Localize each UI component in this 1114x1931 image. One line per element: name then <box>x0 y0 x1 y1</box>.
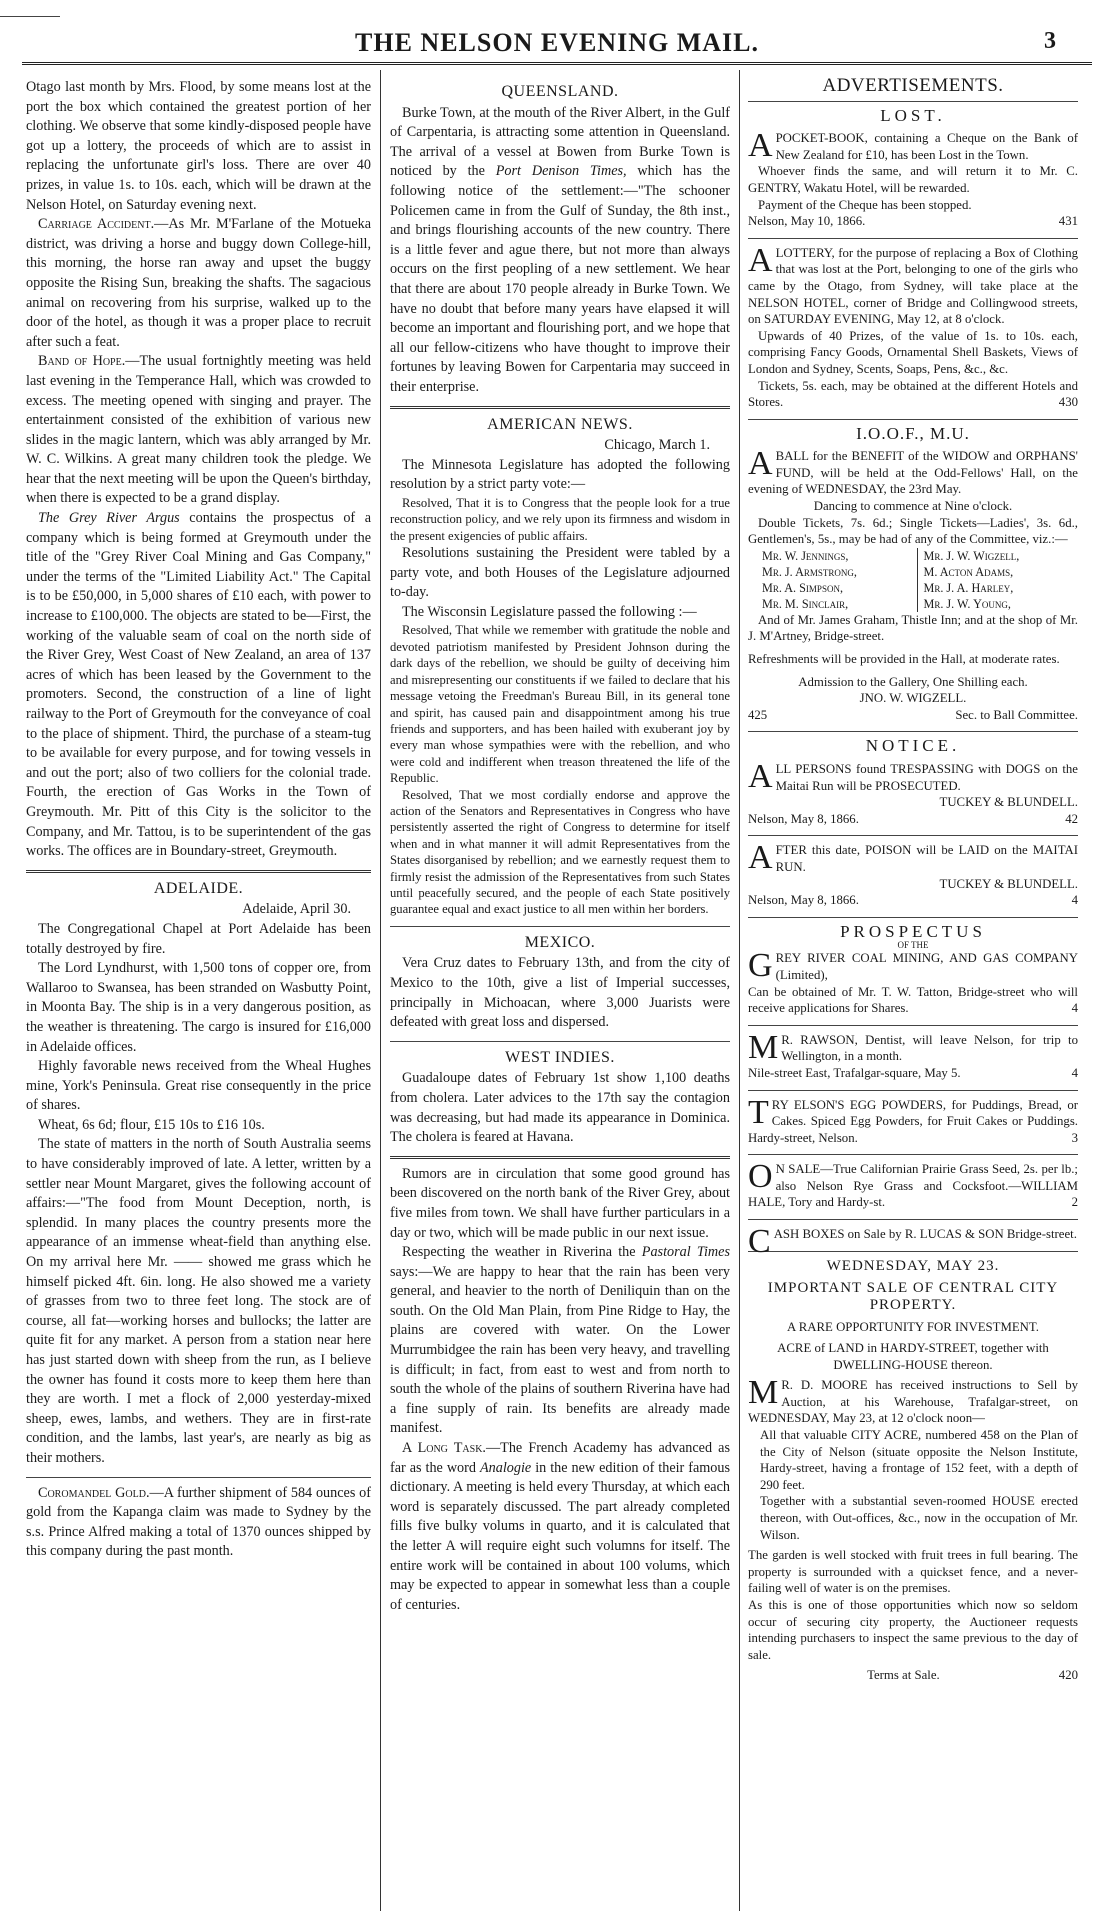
section-rule <box>26 1477 371 1478</box>
section-heading: AMERICAN NEWS. <box>487 415 633 433</box>
publication-name: Pastoral Times <box>641 1244 730 1261</box>
resolution-text: Resolved, That while we remember with gratitude the noble and devoted patriotism manifested by President Johnson during the dark days of the rebellion, we should be guilty of deceiving him and misrepresenting our constituents if we failed to declare that his message vetoing the Freedman's Bureau Bill, in its general tone and spirit, has caused pain and disappointment among his true friends and supporters, and has been hailed with exuberant joy by every man whose sympathies were with the rebellion, and who were cold and indifferent when treason threatened the life of the Republic. <box>390 623 730 786</box>
ad-signature: TUCKEY & BLUNDELL. <box>939 876 1078 891</box>
ad-paragraph: Double Tickets, 7s. 6d.; Single Tickets—Ladies', 3s. 6d., Gentlemen's, 5s., may be had of any of the Committee, viz.:— <box>748 515 1078 547</box>
committee-member: Mr. W. Jennings, <box>762 548 849 563</box>
ad-paragraph <box>748 1374 1078 1427</box>
article-paragraph: Otago last month by Mrs. Flood, by some means lost at the port the box which contained the greatest portion of her clothing. We observe that some kindly-disposed people have got up a lottery, the proceeds of which are to assist in replacing the unfortunate girl's loss. There are over 40 prizes, in value 1s. to 10s. each, which will be drawn at the Nelson Hotel, on Saturday evening next. <box>26 79 371 213</box>
ad-paragraph: All that valuable CITY ACRE, numbered 458 on the Plan of the City of Nelson (situate opposite the Nelson Institute, Hardy-street, having a frontage of 152 feet, with a depth of 290 feet. <box>760 1428 1078 1492</box>
article-text: contains the prospectus of a company which is being formed at Greymouth under the title of the "Grey River Coal Mining and Gas Company," under the terms of the "Limited Liability Act." The Capital is to be £50,000, in 5,000 shares of £10 each, with power to increase to £100,000. The objects are stated to be—First, the working of the valuable seam of coal on the north side of the River Grey, West Coast of New Zealand, an area of 137 acres of which has been leased by the Government to the promoters. Second, the construction of a line of light railway to the Port of Greymouth for the conveyance of coal to the place of shipment. Third, the purchase of a steam-tug to be available for every purpose, and for towing vessels in and out the port; also of two colliers for the colonial trade. Fourth, the erection of Gas Works in the Town of Greymouth. Mr. Pitt of this City is the solicitor to the Company, and Mr. Tattou, is to be superintendent of the gas works. The offices are in Boundary-street, Greymouth. <box>26 510 372 860</box>
ad-number: 4 <box>1071 1065 1078 1080</box>
word-emphasis: Analogie <box>479 1459 532 1476</box>
article-paragraph: The Congregational Chapel at Port Adelaide has been totally destroyed by fire. <box>26 920 371 957</box>
section-rule <box>748 238 1078 239</box>
resolution-text: Resolved, That we most cordially endorse and approve the action of the Senators and Representatives in Congress who have persistently asserted the right of Congress to determine for itself when and in what manner it will admit Representatives from the States disorganised by rebellion; and we earnestly request them to firmly resist the admission of the Representatives from such States until peacefully secured, and the people of each State positively guarantee equal and exact justice to all men within her borders. <box>390 787 730 917</box>
section-rule <box>748 835 1078 836</box>
article-lead: Band of Hope. <box>38 353 126 370</box>
section-rule <box>748 1251 1078 1252</box>
ad-text: Terms at Sale. <box>867 1668 940 1683</box>
ad-meta <box>748 213 1078 230</box>
ad-number: 420 <box>1058 1668 1078 1683</box>
ad-date: Nelson, May 10, 1866. <box>748 214 866 229</box>
article-text: in the new edition of their famous dictionary. A meeting is held every Thursday, at which each word is separately discussed. The part already completed fills five bulky volums in quarto, and it is calculated that the letter A will require eight such volumns for itself. The entire work will be contained in about 100 volums, which may be expected to appear in somewhat less than a couple of centuries. <box>390 1459 731 1613</box>
ad-paragraph: The garden is well stocked with fruit trees in full bearing. The property is surrounded with a quickset fence, and a never-failing well of water is on the premises. <box>748 1548 1078 1596</box>
ad-number: 4 <box>1071 893 1078 908</box>
section-heading: WEST INDIES. <box>505 1048 615 1066</box>
committee-member: Mr. A. Simpson, <box>762 580 843 595</box>
advertisements-heading: ADVERTISEMENTS. <box>822 75 1004 96</box>
ad-paragraph <box>748 1065 1078 1082</box>
column-divider <box>739 70 740 1911</box>
article-text: —The French Academy has advanced as far as the word <box>390 1440 730 1476</box>
ad-meta <box>748 811 1078 828</box>
article-paragraph <box>26 352 371 509</box>
drop-cap: A <box>748 758 773 795</box>
section-heading: MEXICO. <box>524 933 596 951</box>
ad-signature: JNO. W. WIGZELL. <box>859 691 967 706</box>
column-3-advertisements <box>748 75 1078 1684</box>
ad-number: 2 <box>1071 1195 1078 1210</box>
drop-cap: T <box>748 1093 769 1131</box>
article-text: Burke Town, at the mouth of the River Albert, in the Gulf of Carpentaria, is attracting some attention in Queensland. The arrival of a vessel at Bowen from Burke Town is noticed by the <box>390 104 730 180</box>
ad-paragraph: Together with a substantial seven-roomed HOUSE erected thereon, with Out-offices, &c., now in the occupation of Mr. Wilson. <box>760 1494 1078 1542</box>
section-rule <box>748 1090 1078 1091</box>
ad-paragraph <box>748 1093 1078 1147</box>
ad-date: Nelson, May 8, 1866. <box>748 893 859 908</box>
ad-heading: LOST. <box>880 105 946 125</box>
article-paragraph: Rumors are in circulation that some good ground has been discovered on the north bank of the River Grey, about five miles from town. We shall have further particulars in a day or two, which will be made public in our next issue. <box>390 1165 730 1241</box>
article-lead: Coromandel Gold. <box>38 1484 150 1501</box>
committee-member: Mr. J. W. Young, <box>923 596 1011 611</box>
ad-paragraph <box>748 1223 1078 1261</box>
section-rule <box>26 870 371 873</box>
dateline: Chicago, March 1. <box>604 437 710 454</box>
ad-paragraph: Whoever finds the same, and will return it to Mr. C. GENTRY, Wakatu Hotel, will be rewarded. <box>748 164 1078 195</box>
drop-cap: A <box>748 839 773 877</box>
drop-cap: M <box>748 1374 779 1412</box>
ad-paragraph: Dancing to commence at Nine o'clock. <box>813 499 1013 514</box>
article-paragraph: Highly favorable news received from the Wheal Hughes mine, York's Peninsula. Great rise consequently in the price of shares. <box>26 1058 371 1114</box>
section-heading: QUEENSLAND. <box>501 83 619 100</box>
article-text: Respecting the weather in Riverina the <box>402 1244 636 1261</box>
article-text: —As Mr. M'Farlane of the Motueka district, was driving a horse and buggy down College-hill, this morning, the horse ran away and upset the buggy opposite the Rising Sun, breaking the shafts. The sagacious animal on recovering from his surprise, walked up to the door of the hotel, as though it was a proper place to recruit after such a feat. <box>26 216 372 350</box>
ad-subheading: OF THE <box>897 940 929 951</box>
ad-heading: I.O.O.F., M.U. <box>856 423 970 443</box>
article-paragraph: The Wisconsin Legislature passed the following :— <box>402 603 697 620</box>
ad-text: ASH BOXES on Sale by R. LUCAS & SON Bridge-street. <box>773 1227 1077 1242</box>
section-heading: ADELAIDE. <box>153 879 244 897</box>
section-rule <box>390 406 730 409</box>
drop-cap: O <box>748 1158 773 1196</box>
ad-text: LOTTERY, for the purpose of replacing a Box of Clothing that was lost at the Port, belonging to one of the girls who came by the Otago, from Sydney, will take place at the NELSON HOTEL, corner of Bridge and Collingwood streets, on SATURDAY EVENING, May 12, at 8 o'clock. <box>748 245 1078 327</box>
drop-cap: G <box>748 947 773 985</box>
ad-subheading: ACRE of LAND in HARDY-STREET, together with DWELLING-HOUSE thereon. <box>777 1341 1049 1372</box>
committee-right <box>924 548 1079 612</box>
article-paragraph: Wheat, 6s 6d; flour, £15 10s to £16 10s. <box>38 1116 265 1133</box>
article-text: says:—We are happy to hear that the rain has been very general, and heavier to the north of Deniliquin than on the south. On the Old Man Plain, from Pine Ridge to Hay, the plains are covered with water. On the Lower Murrumbidgee the rain has been very heavy, and travelling is difficult; in fact, from east to west and from north to south the whole of the plains of southern Riverina have had a fine supply of rain. Its benefits are already made manifest. <box>390 1263 730 1437</box>
publication-name: Port Denison Times, <box>495 163 627 180</box>
ad-heading: PROSPECTUS <box>840 921 986 941</box>
ad-heading: NOTICE. <box>865 736 961 756</box>
resolution-text: Resolved, That it is to Congress that the people look for a true reconstruction policy, and we rely upon its firmness and wisdom in the present exigencies of public affairs. <box>390 495 730 543</box>
ad-text: Tickets, 5s. each, may be obtained at the different Hotels and Stores. <box>748 378 1078 410</box>
column-divider <box>380 70 381 1911</box>
article-text: —A further shipment of 584 ounces of gold from the Kapanga claim was made to Sydney by the s.s. Prince Alfred making a total of 1370 ounces shipped by this company during the past month. <box>26 1484 371 1560</box>
column-2 <box>390 78 730 1615</box>
ad-text: Nile-street East, Trafalgar-square, May 5. <box>748 1065 961 1080</box>
ad-paragraph <box>748 758 1078 795</box>
ad-heading: IMPORTANT SALE OF CENTRAL CITY PROPERTY. <box>767 1280 1059 1313</box>
ad-paragraph <box>748 241 1078 328</box>
ad-text: RY ELSON'S EGG POWDERS, for Puddings, Bread, or Cakes. Spiced Egg Powders, for Fruit Cakes or Puddings. Hardy-street, Nelson. <box>748 1097 1078 1145</box>
ad-number: 430 <box>1058 395 1078 410</box>
committee-member: Mr. J. A. Harley, <box>923 580 1014 595</box>
ad-text: LL PERSONS found TRESPASSING with DOGS on the Maitai Run will be PROSECUTED. <box>775 762 1078 793</box>
ad-paragraph <box>748 378 1078 411</box>
ad-number: 431 <box>1058 214 1078 229</box>
article-paragraph: The Lord Lyndhurst, with 1,500 tons of copper ore, from Wallaroo to Swansea, has been stranded on Wasbutty Point, in Moonta Bay. The ship is in a very dangerous position, as the weather is threatening. The cargo is insured for £16,000 in Adelaide offices. <box>26 960 371 1055</box>
article-paragraph: The Minnesota Legislature has adopted the following resolution by a strict party vote:— <box>390 456 730 493</box>
drop-cap: C <box>748 1223 771 1261</box>
article-lead: A Long Task. <box>402 1440 486 1457</box>
ad-text: POCKET-BOOK, containing a Cheque on the Bank of New Zealand for £10, has been Lost in the Town. <box>775 131 1078 162</box>
ad-text: N SALE—True Californian Prairie Grass Seed, 2s. per lb.; also Nelson Rye Grass and Cocksfoot.—WILLIAM HALE, Tory and Hardy-st. <box>748 1162 1078 1210</box>
article-lead: Carriage Accident. <box>38 216 155 233</box>
dateline: Adelaide, April 30. <box>242 901 351 918</box>
ad-signature: TUCKEY & BLUNDELL. <box>939 795 1078 810</box>
article-lead: The Grey River Argus <box>38 510 180 527</box>
article-paragraph <box>390 1243 730 1439</box>
ad-text: REY RIVER COAL MINING, AND GAS COMPANY (Limited), <box>775 951 1078 982</box>
section-rule <box>748 1154 1078 1155</box>
newspaper-title: THE NELSON EVENING MAIL. <box>355 28 759 57</box>
ad-paragraph: And of Mr. James Graham, Thistle Inn; and at the shop of Mr. J. M'Artney, Bridge-street. <box>748 612 1078 644</box>
article-paragraph: Vera Cruz dates to February 13th, and from the city of Mexico to the 10th, give a list of Imperial successes, principally in Michoacan, where 3,000 Juarists were defeated with great loss and dispersed. <box>390 955 730 1031</box>
section-rule <box>390 1156 730 1159</box>
committee-member: Mr. J. W. Wigzell, <box>923 548 1020 563</box>
page-number: 3 <box>1044 28 1056 54</box>
ad-paragraph: As this is one of those opportunities which now so seldom occur of securing city property, the Auctioneer requests intending purchasers to inspect the same previous to the day of sale. <box>748 1597 1078 1662</box>
section-rule <box>748 101 1078 102</box>
article-paragraph <box>390 1439 730 1615</box>
drop-cap: A <box>748 127 773 165</box>
ad-number: 42 <box>1065 811 1078 826</box>
drop-cap: A <box>748 241 773 279</box>
committee-member: Mr. J. Armstrong, <box>762 564 857 579</box>
article-paragraph <box>26 1484 371 1562</box>
drop-cap: M <box>748 1028 779 1066</box>
section-rule <box>748 731 1078 732</box>
committee-member: M. Acton Adams, <box>923 564 1014 579</box>
section-rule <box>390 926 730 927</box>
ad-subheading: A RARE OPPORTUNITY FOR INVESTMENT. <box>787 1320 1039 1335</box>
ad-paragraph <box>748 445 1078 498</box>
article-text: which has the following notice of the settlement:—"The schooner Policemen came in from the Gulf of Sunday, the 8th inst., and brings flourishing accounts of the new country. There is a little fever and ague there, but not more than always occurs on the first peopling of a new settlement. We hear that there are about 170 people already in Burke Town. We have no doubt that before many years have elapsed it will become an important and flourishing port, and we hope that all our fellow-citizens who have thought to improve their fortunes by leaving Bowen for Carpentaria may succeed in their enterprise. <box>390 163 730 395</box>
article-paragraph: The state of matters in the north of South Australia seems to have considerably improved of late. A letter, written by a settler near Mount Margaret, gives the following account of affairs:—"The food from Mount Deception, north, is splendid. In many places the country presents more the appearance of an immense wheat-field than anything else. On my arrival here Mr. —— showed me grass which he himself picked 4ft. 6in. long. He also showed me a variety of grasses from two to three feet long. The stock are of course, all fat—working horses and bullocks; the latter are quite fit for any market. A person from a station near here has just started down with sheep from the run, as I believe the owner has found it costs more to keep them here than they are worth. I met a flock of 2,000 yesterday-mixed sheep, ewes, lambs, and wethers. They are in first-rate condition, and the lambs, last year's, are nearly as big as their mothers. <box>26 1136 371 1466</box>
ad-text: FTER this date, POISON will be LAID on the MAITAI RUN. <box>775 843 1078 874</box>
ad-date: Nelson, May 8, 1866. <box>748 811 859 826</box>
ad-paragraph <box>748 1028 1078 1066</box>
ad-paragraph <box>748 984 1078 1017</box>
ad-paragraph <box>748 947 1078 985</box>
ad-paragraph: Payment of the Cheque has been stopped. <box>758 197 972 212</box>
ad-heading: WEDNESDAY, MAY 23. <box>826 1257 1000 1274</box>
ad-meta <box>748 892 1078 909</box>
article-paragraph: Guadaloupe dates of February 1st show 1,100 deaths from cholera. Later advices to the 17th say the contagion was decreasing, but had made its appearance in Dominica. The cholera is feared at Havana. <box>390 1070 730 1146</box>
ad-text: R. D. MOORE has received instructions to Sell by Auction, at his Warehouse, Trafalgar-street, on WEDNESDAY, May 23, at 12 o'clock noon— <box>748 1378 1078 1426</box>
ad-paragraph <box>748 1158 1078 1211</box>
article-paragraph <box>26 215 371 352</box>
ad-paragraph <box>748 839 1078 877</box>
article-paragraph <box>390 104 730 398</box>
ad-meta <box>748 707 1078 724</box>
header-rule <box>22 62 1092 65</box>
column-1 <box>26 78 371 1562</box>
committee-list <box>748 548 1078 612</box>
article-paragraph <box>26 509 371 862</box>
ad-signature-title: Sec. to Ball Committee. <box>955 707 1078 722</box>
section-rule <box>390 1041 730 1042</box>
ad-paragraph: Upwards of 40 Prizes, of the value of 1s. to 10s. each, comprising Fancy Goods, Ornamental Shell Baskets, Views of London and Sydney, Scents, Soaps, Pens, &c., &c. <box>748 328 1078 376</box>
article-text: —The usual fortnightly meeting was held last evening in the Temperance Hall, which was crowded to excess. The meeting opened with singing and prayer. The entertainment consisted of the exhibition of various new slides in the magic lantern, which was ably arranged by Mr. W. C. Wilkins. A great many children took the pledge. We hear that the next meeting will be upon the Queen's birthday, when there is expected to be a grand display. <box>26 353 371 507</box>
article-paragraph: Resolutions sustaining the President were tabled by a party vote, and both Houses of the Legislature adjourned to-day. <box>390 545 730 601</box>
ad-text: Can be obtained of Mr. T. W. Tatton, Bridge-street who will receive applications for Shares. <box>748 984 1078 1016</box>
ad-text: BALL for the BENEFIT of the WIDOW and ORPHANS' FUND, will be held at the Odd-Fellows' Hall, on the evening of WEDNESDAY, the 23rd May. <box>748 449 1078 497</box>
section-rule <box>748 1025 1078 1026</box>
committee-left <box>762 548 918 612</box>
section-rule <box>748 1219 1078 1220</box>
section-rule <box>748 917 1078 918</box>
ad-paragraph: Admission to the Gallery, One Shilling each. <box>798 674 1028 689</box>
ad-text: R. RAWSON, Dentist, will leave Nelson, for trip to Wellington, in a month. <box>781 1032 1078 1064</box>
ad-number: 425 <box>748 707 768 722</box>
ad-number: 4 <box>1071 1001 1078 1016</box>
ad-paragraph: Refreshments will be provided in the Hall, at moderate rates. <box>748 652 1060 667</box>
ad-number: 3 <box>1071 1130 1078 1145</box>
ad-paragraph <box>748 127 1078 165</box>
section-rule <box>748 419 1078 420</box>
ad-meta <box>748 1667 1078 1684</box>
committee-member: Mr. M. Sinclair, <box>762 596 849 611</box>
drop-cap: A <box>748 445 773 483</box>
top-rule <box>0 16 60 17</box>
